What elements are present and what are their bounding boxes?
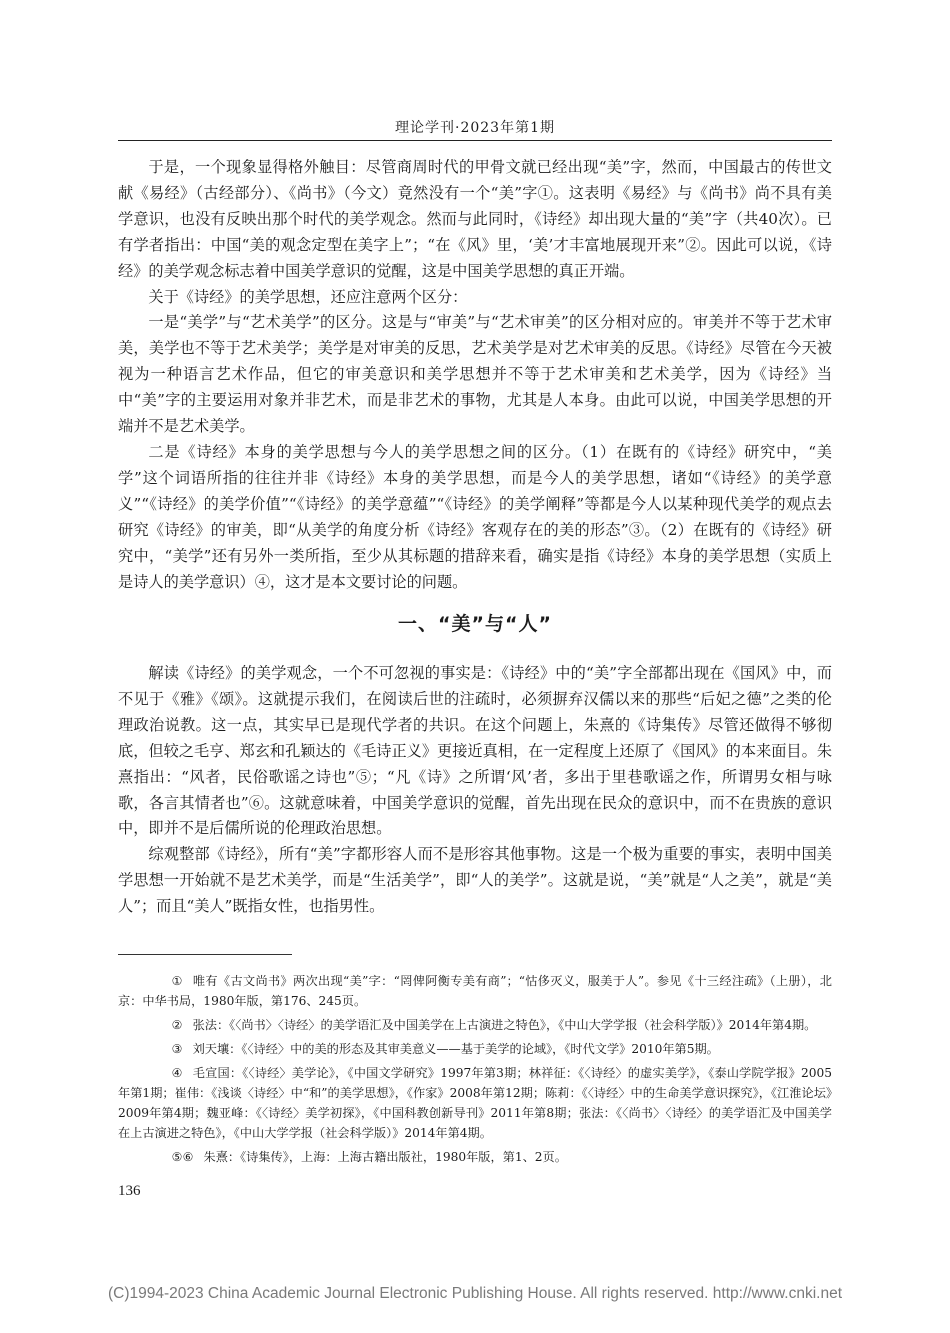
section-heading: 一、“美”与“人” (398, 613, 552, 635)
footnote-mark: ③ (171, 1042, 183, 1056)
footnotes (118, 971, 832, 1171)
footnote-text: 毛宣国：《〈诗经〉美学论》，《中国文学研究》1997年第3期；林祥征：《〈诗经〉的虚实美学》，《泰山学院学报》2005年第1期；崔伟：《浅谈〈诗经〉中“和”的美学思想》，《作家》2008年第12期；陈莉：《〈诗经〉中的生命美学意识探究》，《江淮论坛》2009年第4期；魏亚峰：《〈诗经〉美学初探》，《中国科教创新导刊》2011年第8期；张法：《〈尚书〉〈诗经〉的美学语汇及中国美学在上古演进之特色》，《中山大学学报（社会科学版）》2014年第4期。 (118, 1066, 832, 1140)
footnote-item (118, 971, 832, 1011)
footnote-text: 刘天壤：《〈诗经〉中的美的形态及其审美意义——基于美学的论域》，《时代文学》2010年第5期。 (192, 1042, 719, 1056)
paragraph: 一是“美学”与“艺术美学”的区分。这是与“审美”与“艺术审美”的区分相对应的。审美并不等于艺术审美，美学也不等于艺术美学；美学是对审美的反思，艺术美学是对艺术审美的反思。《诗经》尽管在今天被视为一种语言艺术作品，但它的审美意识和美学思想并不等于艺术审美和艺术美学，因为《诗经》当中“美”字的主要运用对象并非艺术，而是非艺术的事物，尤其是人本身。由此可以说，中国美学思想的开端并不是艺术美学。 (118, 313, 832, 436)
paragraph: 综观整部《诗经》，所有“美”字都形容人而不是形容其他事物。这是一个极为重要的事实，表明中国美学思想一开始就不是艺术美学，而是“生活美学”，即“人的美学”。这就是说，“美”就是“人之美”，就是“美人”；而且“美人”既指女性，也指男性。 (118, 845, 832, 916)
footnote-mark: ⑤⑥ (171, 1150, 194, 1164)
footnote-text: 张法：《〈尚书〉〈诗经〉的美学语汇及中国美学在上古演进之特色》，《中山大学学报（社会科学版）》2014年第4期。 (192, 1018, 817, 1032)
paragraph: 于是，一个现象显得格外触目：尽管商周时代的甲骨文就已经出现“美”字，然而，中国最古的传世文献《易经》（古经部分）、《尚书》（今文）竟然没有一个“美”字①。这表明《易经》与《尚书》尚不具有美学意识，也没有反映出那个时代的美学观念。然而与此同时，《诗经》却出现大量的“美”字（共40次）。已有学者指出：中国“美的观念定型在美字上”；“在《风》里，‘美’才丰富地展现开来”②。因此可以说，《诗经》的美学观念标志着中国美学意识的觉醒，这是中国美学思想的真正开端。 (118, 158, 832, 280)
paragraph: 关于《诗经》的美学思想，还应注意两个区分： (148, 287, 468, 306)
footnote-item (118, 1147, 832, 1167)
running-header: 理论学刊·2023年第1期 (395, 120, 555, 136)
footnote-text: 唯有《古文尚书》两次出现“美”字：“罔俾阿衡专美有商”；“怙侈灭义，服美于人”。参见《十三经注疏》（上册），北京：中华书局，1980年版，第176、245页。 (118, 974, 832, 1008)
footnote-item (118, 1039, 832, 1059)
body-text-top (118, 155, 832, 595)
footnote-mark: ② (171, 1018, 183, 1032)
header-rule (118, 140, 832, 141)
footnote-mark: ① (171, 974, 183, 988)
footnote-item (118, 1063, 832, 1143)
paragraph: 解读《诗经》的美学观念，一个不可忽视的事实是：《诗经》中的“美”字全部都出现在《国风》中，而不见于《雅》《颂》。这就提示我们，在阅读后世的注疏时，必须摒弃汉儒以来的那些“后妃之德”之类的伦理政治说教。这一点，其实早已是现代学者的共识。在这个问题上，朱熹的《诗集传》尽管还做得不够彻底，但较之毛亨、郑玄和孔颖达的《毛诗正义》更接近真相，在一定程度上还原了《国风》的本来面目。朱熹指出：“风者，民俗歌谣之诗也”⑤；“凡《诗》之所谓‘风’者，多出于里巷歌谣之作，所谓男女相与咏歌，各言其情者也”⑥。这就意味着，中国美学意识的觉醒，首先出现在民众的意识中，而不在贵族的意识中，即并不是后儒所说的伦理政治思想。 (118, 664, 832, 838)
body-text-bottom (118, 661, 832, 920)
footnote-item (118, 1015, 832, 1035)
copyright-footer: (C)1994-2023 China Academic Journal Electronic Publishing House. All rights reserved. http://www.cnki.net (107, 1285, 843, 1302)
page-number: 136 (118, 1183, 141, 1199)
footnote-text: 朱熹：《诗集传》，上海：上海古籍出版社，1980年版，第1、2页。 (203, 1150, 567, 1164)
footnote-rule (118, 954, 292, 955)
footnote-mark: ④ (171, 1066, 183, 1080)
paragraph: 二是《诗经》本身的美学思想与今人的美学思想之间的区分。（1）在既有的《诗经》研究中，“美学”这个词语所指的往往并非《诗经》本身的美学思想，而是今人的美学思想，诸如“《诗经》的美学意义”“《诗经》的美学价值”“《诗经》的美学意蕴”“《诗经》的美学阐释”等都是今人以某种现代美学的观点去研究《诗经》的审美，即“从美学的角度分析《诗经》客观存在的美的形态”③。（2）在既有的《诗经》研究中，“美学”还有另外一类所指，至少从其标题的措辞来看，确实是指《诗经》本身的美学思想（实质上是诗人的美学意识）④，这才是本文要讨论的问题。 (118, 442, 832, 591)
